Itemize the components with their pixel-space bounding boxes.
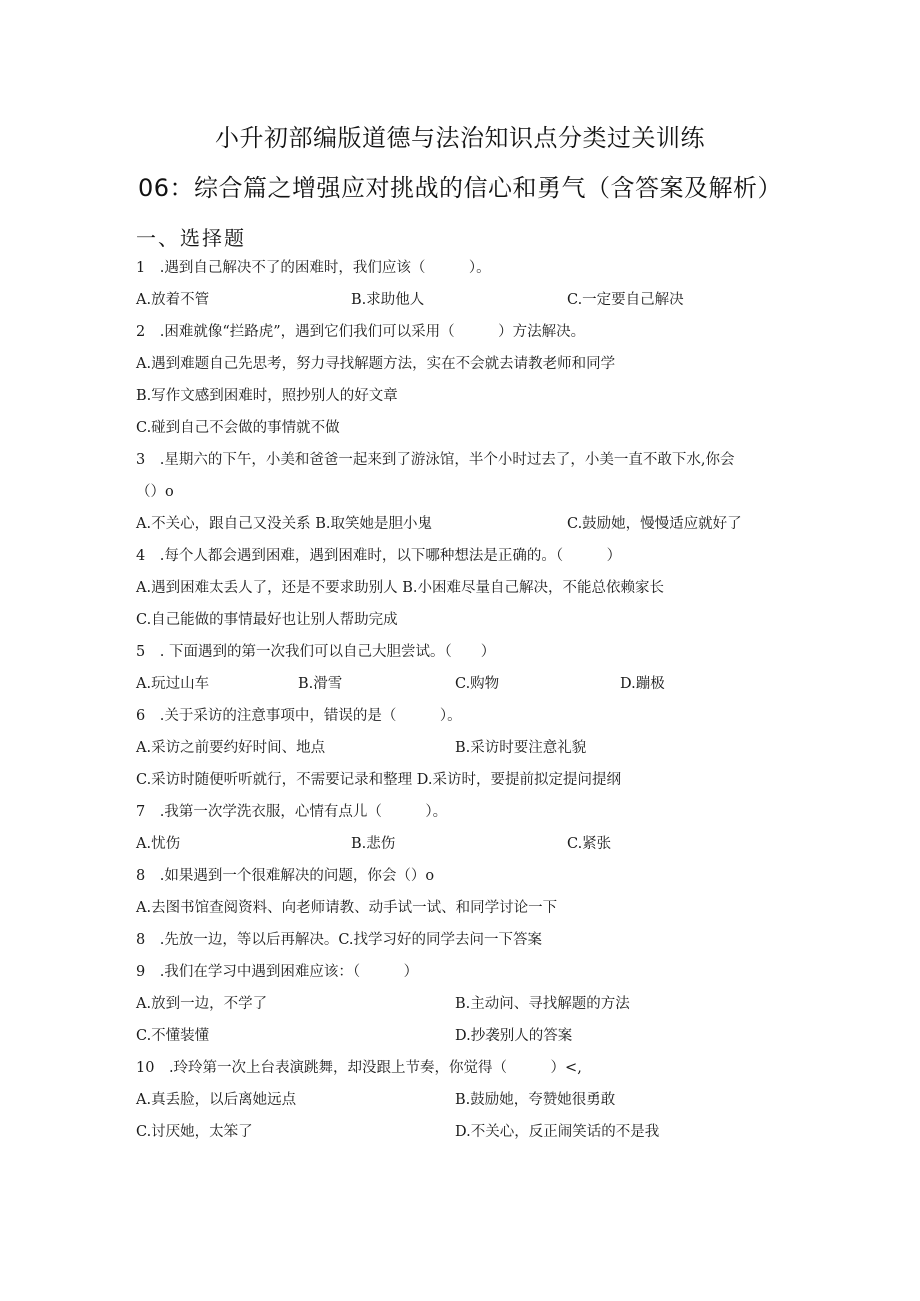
question-2-stem: 2 .困难就像“拦路虎”，遇到它们我们可以采用（ ）方法解决。 bbox=[136, 324, 586, 340]
document-title: 小升初部编版道德与法治知识点分类过关训练 bbox=[215, 124, 705, 152]
question-1-option-c: C.一定要自己解决 bbox=[567, 292, 684, 308]
question-10-stem: 10 .玲玲第一次上台表演跳舞，却没跟上节奏，你觉得（ ）<, bbox=[136, 1060, 582, 1076]
question-7-stem: 7 .我第一次学洗衣服，心情有点儿（ ）。 bbox=[136, 804, 448, 820]
question-6-stem: 6 .关于采访的注意事项中，错误的是（ ）。 bbox=[136, 708, 462, 724]
question-10-option-d: D.不关心，反正闹笑话的不是我 bbox=[455, 1124, 660, 1140]
question-7-option-b: B.悲伤 bbox=[351, 836, 396, 852]
question-9-option-b: B.主动问、寻找解题的方法 bbox=[455, 996, 630, 1012]
question-3-option-ab: A.不关心，跟自己又没关系 B.取笑她是胆小鬼 bbox=[136, 516, 432, 532]
question-5-option-d: D.蹦极 bbox=[620, 676, 665, 692]
question-6-option-cd: C.采访时随便听听就行，不需要记录和整理 D.采访时，要提前拟定提问提纲 bbox=[136, 772, 622, 788]
question-10-option-c: C.讨厌她，太笨了 bbox=[136, 1124, 253, 1140]
question-4-stem: 4 .每个人都会遇到困难，遇到困难时，以下哪种想法是正确的。（ ） bbox=[136, 548, 622, 564]
question-5-stem: 5 . 下面遇到的第一次我们可以自己大胆尝试。（ ） bbox=[136, 644, 496, 660]
question-4-option-c: C.自己能做的事情最好也让别人帮助完成 bbox=[136, 612, 398, 628]
question-2-option-c: C.碰到自己不会做的事情就不做 bbox=[136, 420, 340, 436]
document-subtitle: 06：综合篇之增强应对挑战的信心和勇气（含答案及解析） bbox=[137, 174, 783, 202]
question-5-option-b: B.滑雪 bbox=[298, 676, 343, 692]
question-9-option-d: D.抄袭别人的答案 bbox=[455, 1028, 573, 1044]
question-9-stem: 9 .我们在学习中遇到困难应该：（ ） bbox=[136, 964, 419, 980]
question-8-option-a: A.去图书馆查阅资料、向老师请教、动手试一试、和同学讨论一下 bbox=[136, 900, 558, 916]
question-1-option-a: A.放着不管 bbox=[136, 292, 210, 308]
question-9-option-a: A.放到一边，不学了 bbox=[136, 996, 268, 1012]
question-3-stem: 3 .星期六的下午，小美和爸爸一起来到了游泳馆，半个小时过去了，小美一直不敢下水,你会 bbox=[136, 452, 735, 468]
question-7-option-c: C.紧张 bbox=[567, 836, 612, 852]
question-8-stem: 8 .如果遇到一个很难解决的问题，你会（）o bbox=[136, 868, 435, 884]
question-6-option-a: A.采访之前要约好时间、地点 bbox=[136, 740, 326, 756]
question-3-option-c: C.鼓励她，慢慢适应就好了 bbox=[567, 516, 742, 532]
question-3-stem-cont: （）o bbox=[136, 484, 174, 500]
section-heading: 一、选择题 bbox=[136, 226, 246, 250]
question-7-option-a: A.忧伤 bbox=[136, 836, 181, 852]
question-6-option-b: B.采访时要注意礼貌 bbox=[455, 740, 587, 756]
question-2-option-a: A.遇到难题自己先思考，努力寻找解题方法，实在不会就去请教老师和同学 bbox=[136, 356, 616, 372]
question-1-option-b: B.求助他人 bbox=[351, 292, 425, 308]
question-1-stem: 1 .遇到自己解决不了的困难时，我们应该（ ）。 bbox=[136, 260, 491, 276]
question-5-option-c: C.购物 bbox=[455, 676, 500, 692]
question-10-option-b: B.鼓励她，夸赞她很勇敢 bbox=[455, 1092, 616, 1108]
question-2-option-b: B.写作文感到困难时，照抄别人的好文章 bbox=[136, 388, 398, 404]
question-5-option-a: A.玩过山车 bbox=[136, 676, 210, 692]
question-4-option-ab: A.遇到困难太丢人了，还是不要求助别人 B.小困难尽量自己解决，不能总依赖家长 bbox=[136, 580, 664, 596]
question-9-option-c: C.不懂装懂 bbox=[136, 1028, 210, 1044]
question-10-option-a: A.真丢脸，以后离她远点 bbox=[136, 1092, 297, 1108]
question-8-option-bc: 8 .先放一边，等以后再解决。C.找学习好的同学去问一下答案 bbox=[136, 932, 543, 948]
